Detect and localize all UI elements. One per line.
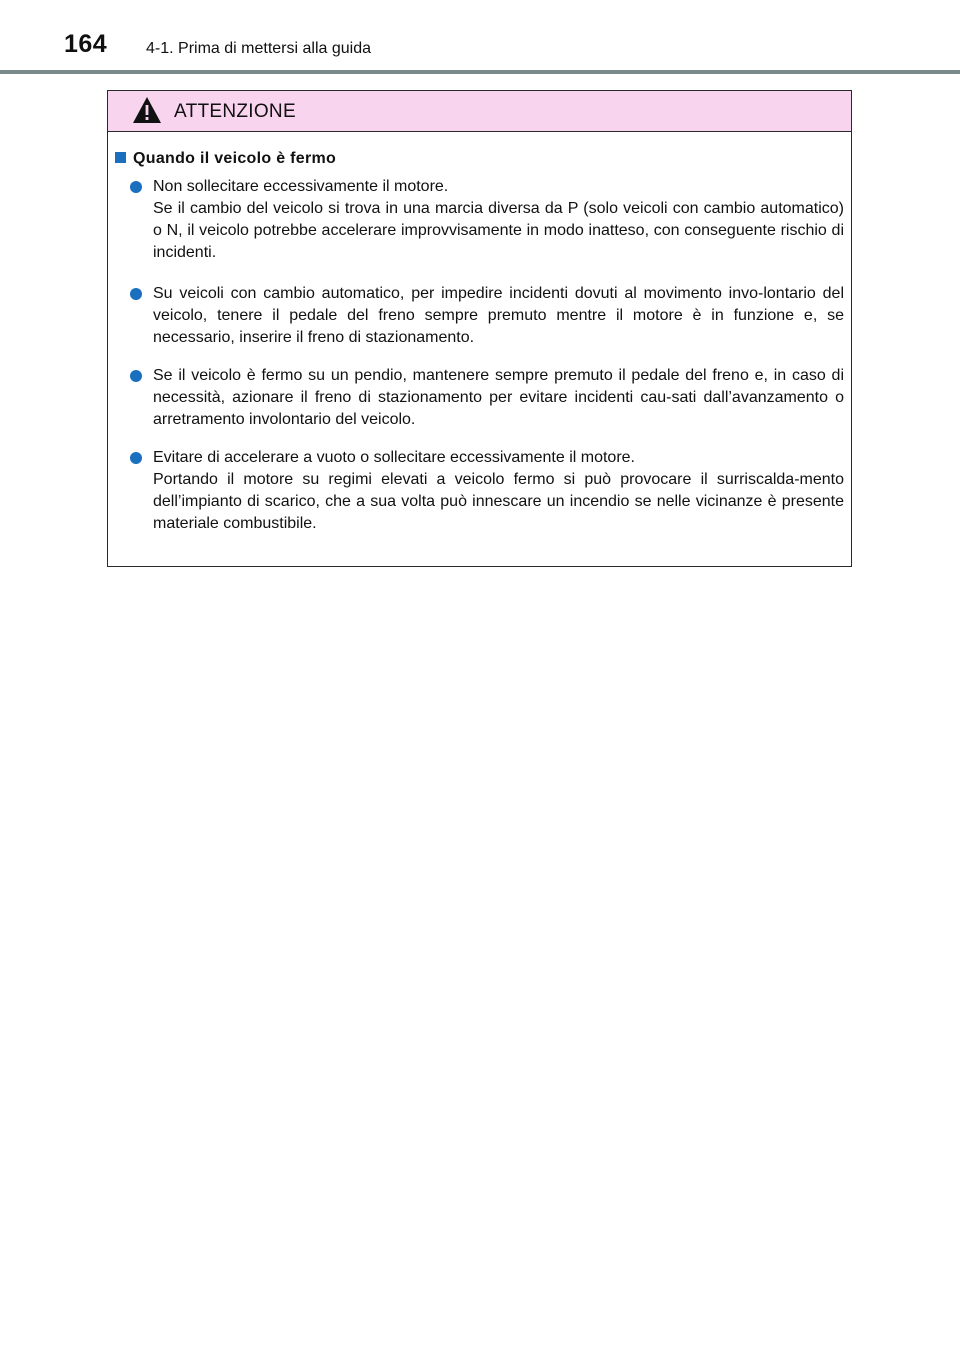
- page-number: 164: [64, 30, 108, 58]
- bullet-icon: [130, 288, 142, 300]
- square-bullet-icon: [115, 152, 126, 163]
- bullet-icon: [130, 181, 142, 193]
- warning-header: [108, 91, 851, 132]
- warning-subheading: [115, 150, 336, 168]
- warning-item-text: Su veicoli con cambio automatico, per impedire incidenti dovuti al movimento invo-lontario del veicolo, tenere il pedale del freno sempre premuto mentre il motore è in funzione e, se necessario, inserire il freno di stazionamento.: [153, 285, 844, 346]
- warning-item-lead: Non sollecitare eccessivamente il motore.: [153, 178, 449, 195]
- header-divider: [0, 70, 960, 74]
- section-title: 4-1. Prima di mettersi alla guida: [146, 40, 371, 57]
- bullet-icon: [130, 370, 142, 382]
- warning-item-text: Portando il motore su regimi elevati a veicolo fermo si può provocare il surriscalda-mento dell’impianto di scarico, che a sua volta può innescare un incendio se nelle vicinanze è presente materiale combustibile.: [153, 471, 844, 532]
- warning-item: [134, 447, 844, 535]
- bullet-icon: [130, 452, 142, 464]
- warning-title: ATTENZIONE: [174, 101, 296, 122]
- warning-item: [134, 176, 844, 264]
- page-header: [0, 0, 960, 76]
- warning-triangle-icon: [132, 96, 162, 124]
- warning-item-text: Se il veicolo è fermo su un pendio, mantenere sempre premuto il pedale del freno e, in caso di necessità, azionare il freno di stazionamento per evitare incidenti cau-sati dall’avanzamento o arretramento involontario del veicolo.: [153, 367, 844, 428]
- warning-box: [107, 90, 852, 567]
- warning-item: [134, 365, 844, 431]
- warning-item-text: Se il cambio del veicolo si trova in una marcia diversa da P (solo veicoli con cambio automatico) o N, il veicolo potrebbe accelerare improvvisamente in modo inatteso, con conseguente rischio di incidenti.: [153, 200, 844, 261]
- warning-item-lead: Evitare di accelerare a vuoto o sollecitare eccessivamente il motore.: [153, 449, 635, 466]
- warning-item: [134, 283, 844, 349]
- subheading-text: Quando il veicolo è fermo: [133, 150, 337, 167]
